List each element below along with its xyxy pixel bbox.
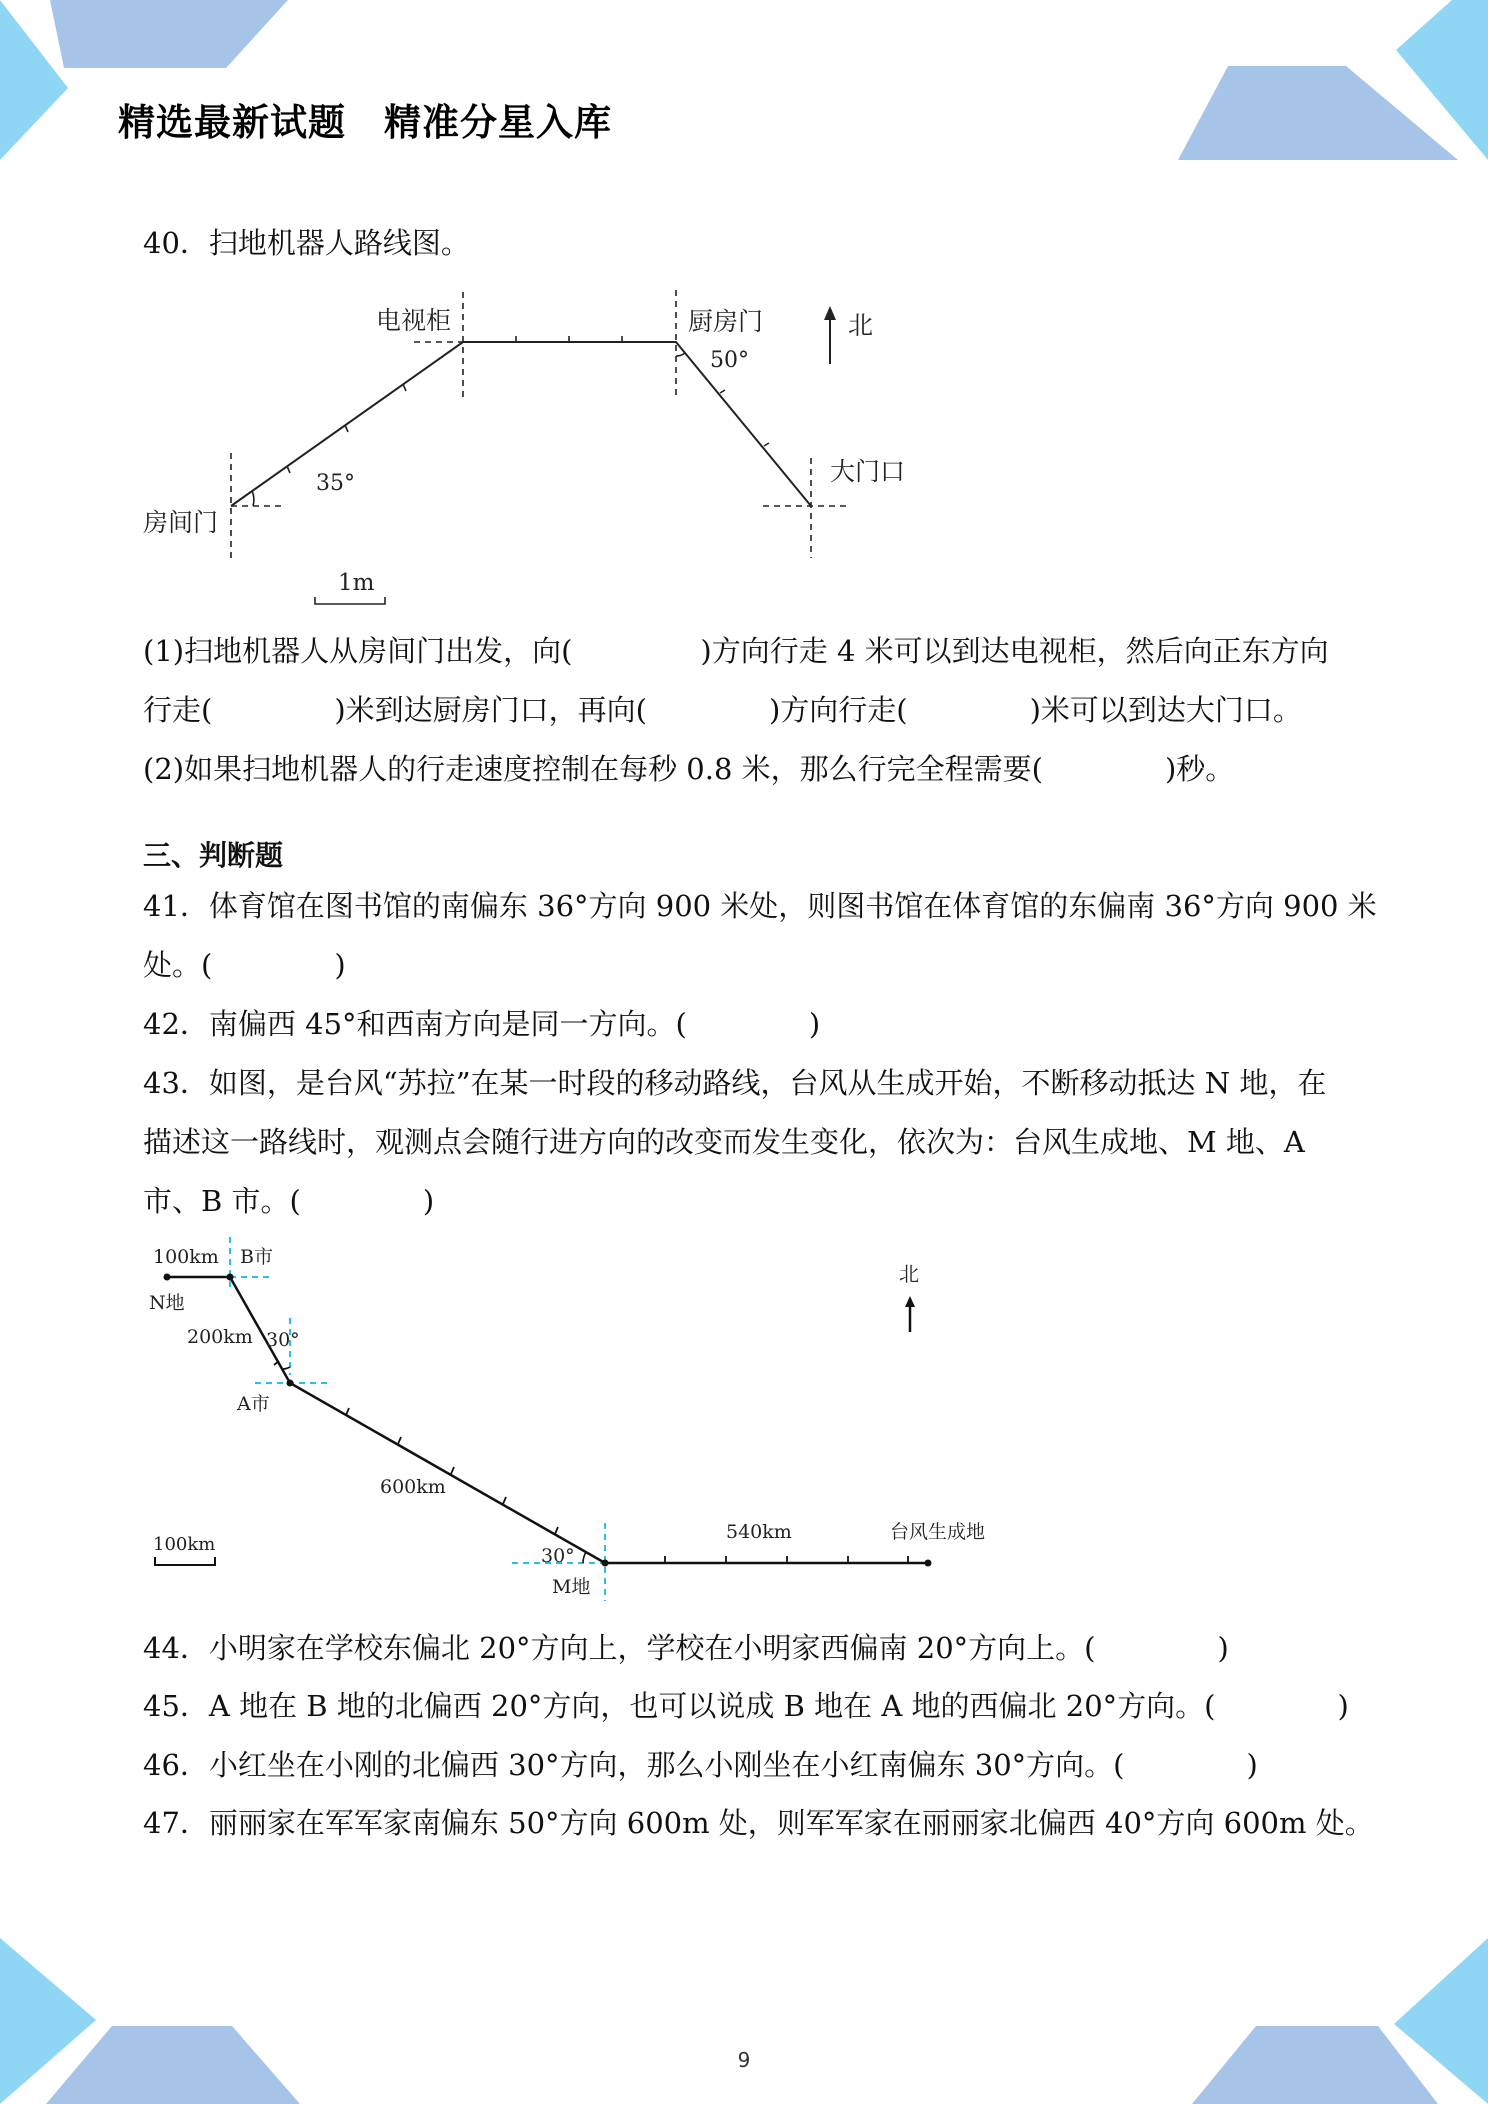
label-b-city: B市 (240, 1246, 273, 1268)
label-100km-top: 100km (153, 1246, 219, 1268)
q46-line: 46．小红坐在小刚的北偏西 30°方向，那么小刚坐在小红南偏东 30°方向。( ) (143, 1748, 1258, 1782)
robot-route-figure (130, 280, 930, 620)
q43-line-2: 描述这一路线时，观测点会随行进方向的改变而发生变化，依次为：台风生成地、M 地、A (143, 1125, 1305, 1159)
label-200km: 200km (187, 1326, 253, 1348)
angle-arc-35 (252, 491, 254, 506)
scale-bar (315, 597, 385, 604)
label-typhoon-origin: 台风生成地 (890, 1521, 986, 1543)
q44-line: 44．小明家在学校东偏北 20°方向上，学校在小明家西偏南 20°方向上。( ) (143, 1631, 1229, 1665)
label-600km: 600km (380, 1476, 446, 1498)
q43-line-1: 43．如图，是台风“苏拉”在某一时段的移动路线，台风从生成开始，不断移动抵达 N 地，在 (143, 1066, 1327, 1100)
label-kitchen-door: 厨房门 (688, 307, 764, 336)
label-angle-50: 50° (710, 348, 749, 373)
typhoon-scale-bar (155, 1557, 215, 1565)
typhoon-north-arrowhead-icon (905, 1296, 915, 1307)
label-typhoon-north: 北 (899, 1262, 919, 1286)
q41-line-1: 41．体育馆在图书馆的南偏东 36°方向 900 米处，则图书馆在体育馆的东偏南 36°方向 900 米 (143, 889, 1377, 923)
typhoon-points (164, 1274, 932, 1567)
label-n-place: N地 (149, 1292, 185, 1314)
q43-line-3: 市、B 市。( ) (143, 1184, 435, 1218)
label-540km: 540km (726, 1521, 792, 1543)
top-right-band-shape (1178, 66, 1458, 160)
angle-arc-50 (676, 353, 685, 356)
label-angle-30-m: 30° (541, 1545, 575, 1567)
label-scale: 1m (338, 570, 375, 596)
label-tv-cabinet: 电视柜 (376, 306, 452, 335)
typhoon-route-figure (140, 1225, 1020, 1610)
north-arrowhead-icon (824, 306, 836, 320)
route-tick-marks (287, 336, 769, 473)
angle-arc-a-city (282, 1367, 290, 1369)
header-title: 精选最新试题 精准分星入库 (118, 101, 612, 144)
label-main-door: 大门口 (830, 457, 906, 486)
q47-line: 47．丽丽家在军军家南偏东 50°方向 600m 处，则军军家在丽丽家北偏西 40°方向 600m 处。 (143, 1806, 1374, 1840)
q40-title: 40．扫地机器人路线图。 (143, 226, 470, 260)
q40-line-1: (1)扫地机器人从房间门出发，向( )方向行走 4 米可以到达电视柜，然后向正东方向 (143, 634, 1329, 668)
q40-line-3: (2)如果扫地机器人的行走速度控制在每秒 0.8 米，那么行完全程需要( )秒。 (143, 752, 1235, 786)
q41-line-2: 处。( ) (143, 948, 346, 982)
label-room-door: 房间门 (143, 508, 219, 537)
section-heading: 三、判断题 (143, 839, 284, 872)
typhoon-path (167, 1277, 928, 1563)
angle-arc-m-place (583, 1552, 586, 1563)
label-scale-100km: 100km (153, 1534, 216, 1555)
label-north: 北 (848, 311, 874, 340)
q45-line: 45．A 地在 B 地的北偏西 20°方向，也可以说成 B 地在 A 地的西偏北 20°方向。( ) (143, 1689, 1349, 1723)
q42-line: 42．南偏西 45°和西南方向是同一方向。( ) (143, 1007, 821, 1041)
page-number: 9 (737, 2048, 751, 2072)
q40-line-2: 行走( )米到达厨房门口，再向( )方向行走( )米可以到达大门口。 (143, 693, 1302, 727)
label-a-city: A市 (237, 1393, 270, 1415)
top-left-band-shape (50, 0, 288, 68)
label-angle-35: 35° (316, 471, 355, 496)
label-angle-30-top: 30° (266, 1329, 300, 1351)
typhoon-tick-marks (274, 1361, 908, 1563)
label-m-place: M地 (552, 1576, 591, 1598)
